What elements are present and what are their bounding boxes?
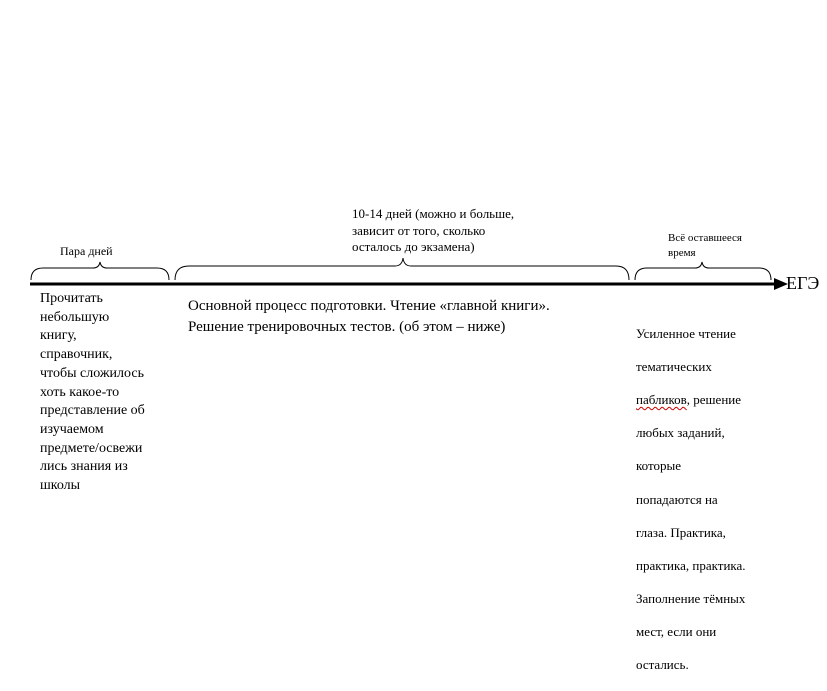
brace-segment-3 [635, 262, 771, 280]
segment-3-line-9: Заполнение тёмных [636, 591, 746, 607]
segment-3-line-11: остались. [636, 657, 689, 673]
segment-3-description [636, 309, 786, 691]
segment-3-line-6: попадаются на [636, 491, 718, 507]
segment-3-line-8: практика, практика. [636, 557, 746, 573]
brace-segment-1 [31, 262, 169, 280]
segment-2-label: 10-14 дней (можно и больше, зависит от того, сколько осталось до экзамена) [352, 206, 515, 254]
segment-3-line-1: Усиленное чтение [636, 325, 736, 341]
segment-3-line-3-rest: , решение [686, 391, 741, 407]
brace-segment-2 [175, 258, 629, 280]
exam-end-label: ЕГЭ [786, 273, 820, 293]
segment-3-line-10: мест, если они [636, 624, 717, 640]
segment-1-label: Пара дней [60, 244, 113, 258]
segment-3-line-4: любых заданий, [636, 425, 725, 441]
segment-3-label: Всё оставшееся время [668, 232, 742, 259]
segment-3-line-3 [636, 392, 786, 409]
segment-3-line-2: тематических [636, 358, 712, 374]
segment-1-description: Прочитать небольшую книгу, справочник, чтобы сложилось хоть какое-то представление об изучаемом предмете/освежи лись знания из школы [40, 291, 145, 494]
segment-3-line-7: глаза. Практика, [636, 524, 726, 540]
segment-2-description: Основной процесс подготовки. Чтение «главной книги». Решение тренировочных тестов. (об этом – ниже) [188, 298, 550, 335]
misspelled-word: пабликов [636, 391, 687, 407]
segment-3-line-5: которые [636, 458, 681, 474]
